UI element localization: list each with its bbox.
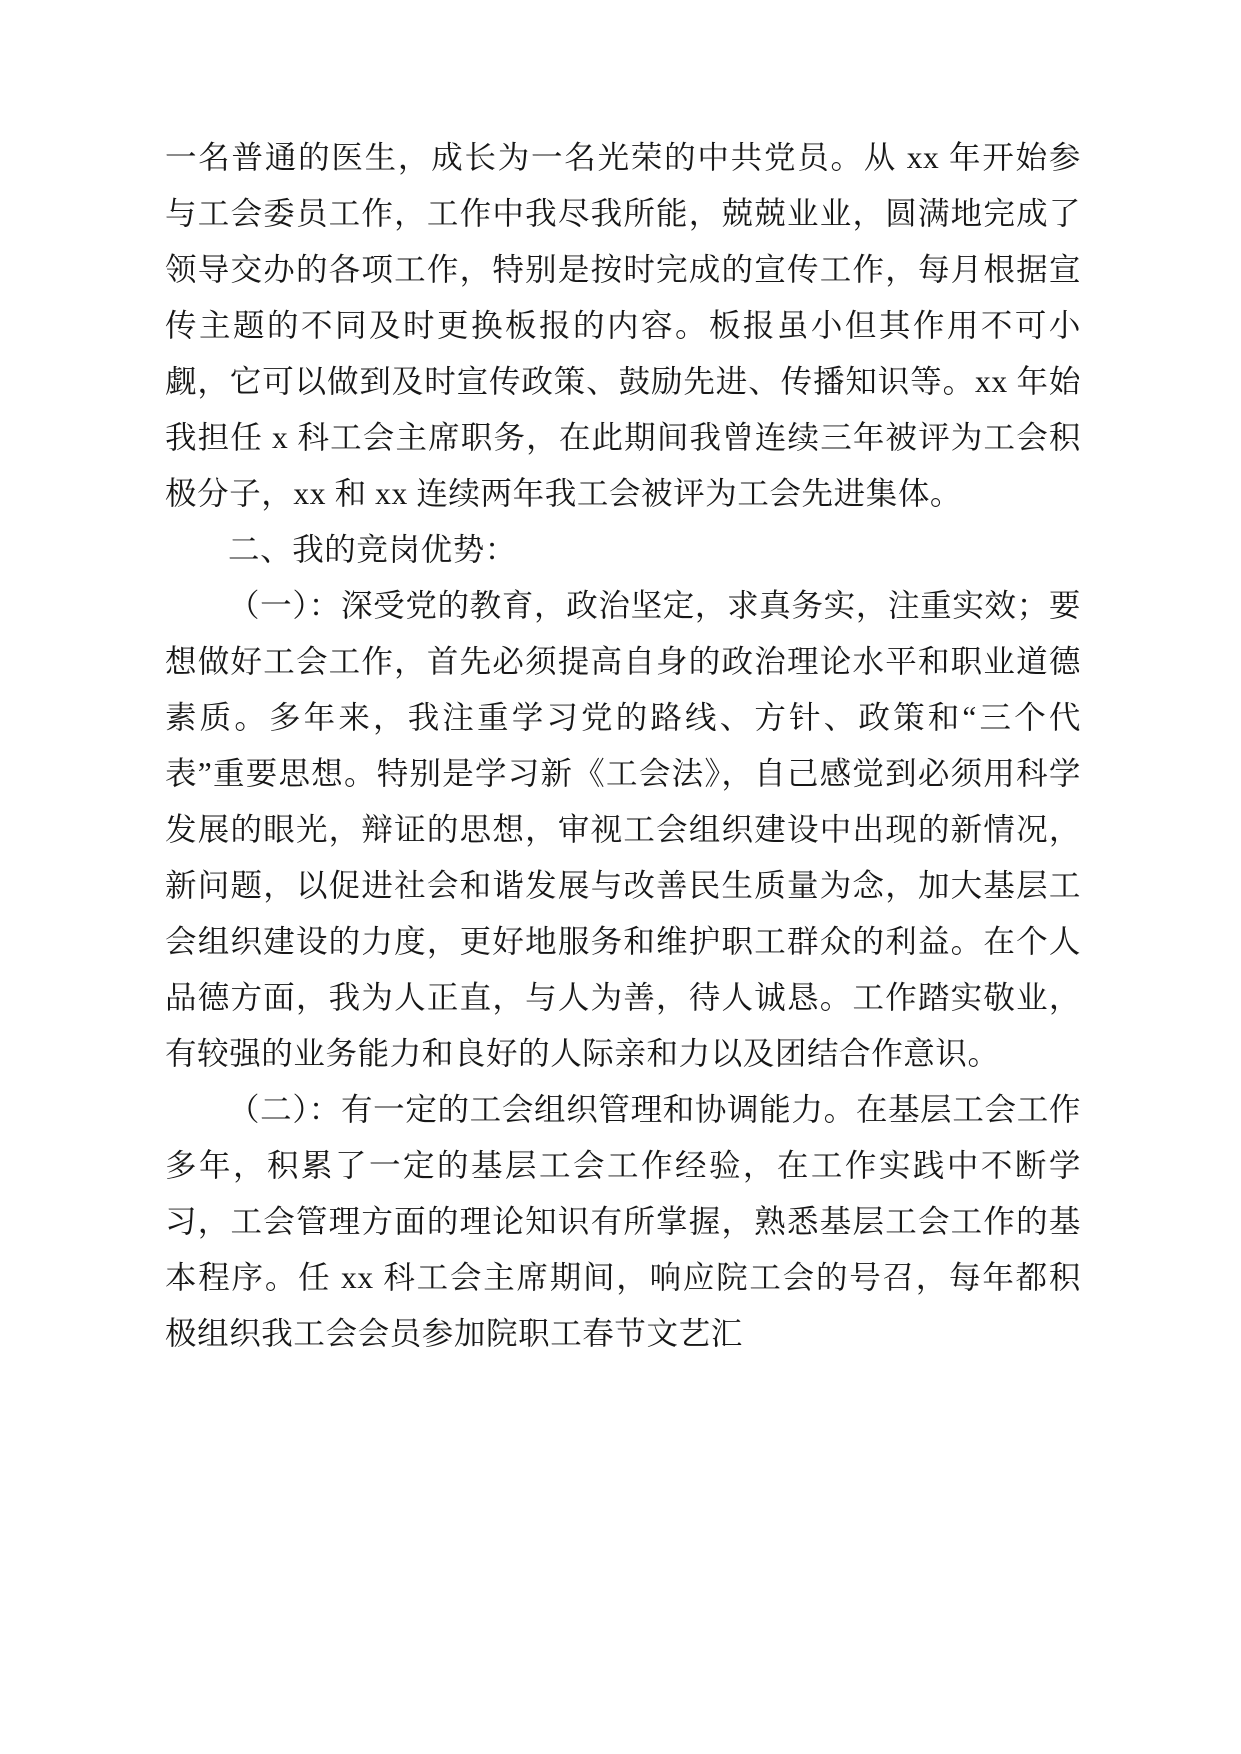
paragraph-item-two: （二）：有一定的工会组织管理和协调能力。在基层工会工作多年，积累了一定的基层工会工作经验，在工作实践中不断学习，工会管理方面的理论知识有所掌握，熟悉基层工会工作的基本程序。任 xx 科工会主席期间，响应院工会的号召，每年都积极组织我工会会员参加院职工春节文艺汇 (165, 1092, 1081, 1351)
paragraph-continuation: 一名普通的医生，成长为一名光荣的中共党员。从 xx 年开始参与工会委员工作，工作中我尽我所能，兢兢业业，圆满地完成了领导交办的各项工作，特别是按时完成的宣传工作，每月根据宣传主题的不同及时更换板报的内容。板报虽小但其作用不可小觑，它可以做到及时宣传政策、鼓励先进、传播知识等。xx 年始我担任 x 科工会主席职务，在此期间我曾连续三年被评为工会积极分子，xx 和 xx 连续两年我工会被评为工会先进集体。 (165, 140, 1081, 511)
document-body (165, 130, 1081, 1362)
paragraph-item-one: （一）：深受党的教育，政治坚定，求真务实，注重实效；要想做好工会工作，首先必须提高自身的政治理论水平和职业道德素质。多年来，我注重学习党的路线、方针、政策和“三个代表”重要思想。特别是学习新《工会法》，自己感觉到必须用科学发展的眼光，辩证的思想，审视工会组织建设中出现的新情况，新问题，以促进社会和谐发展与改善民生质量为念，加大基层工会组织建设的力度，更好地服务和维护职工群众的利益。在个人品德方面，我为人正直，与人为善，待人诚恳。工作踏实敬业，有较强的业务能力和良好的人际亲和力以及团结合作意识。 (165, 588, 1081, 1071)
paragraph-heading-two: 二、我的竞岗优势： (228, 532, 517, 567)
